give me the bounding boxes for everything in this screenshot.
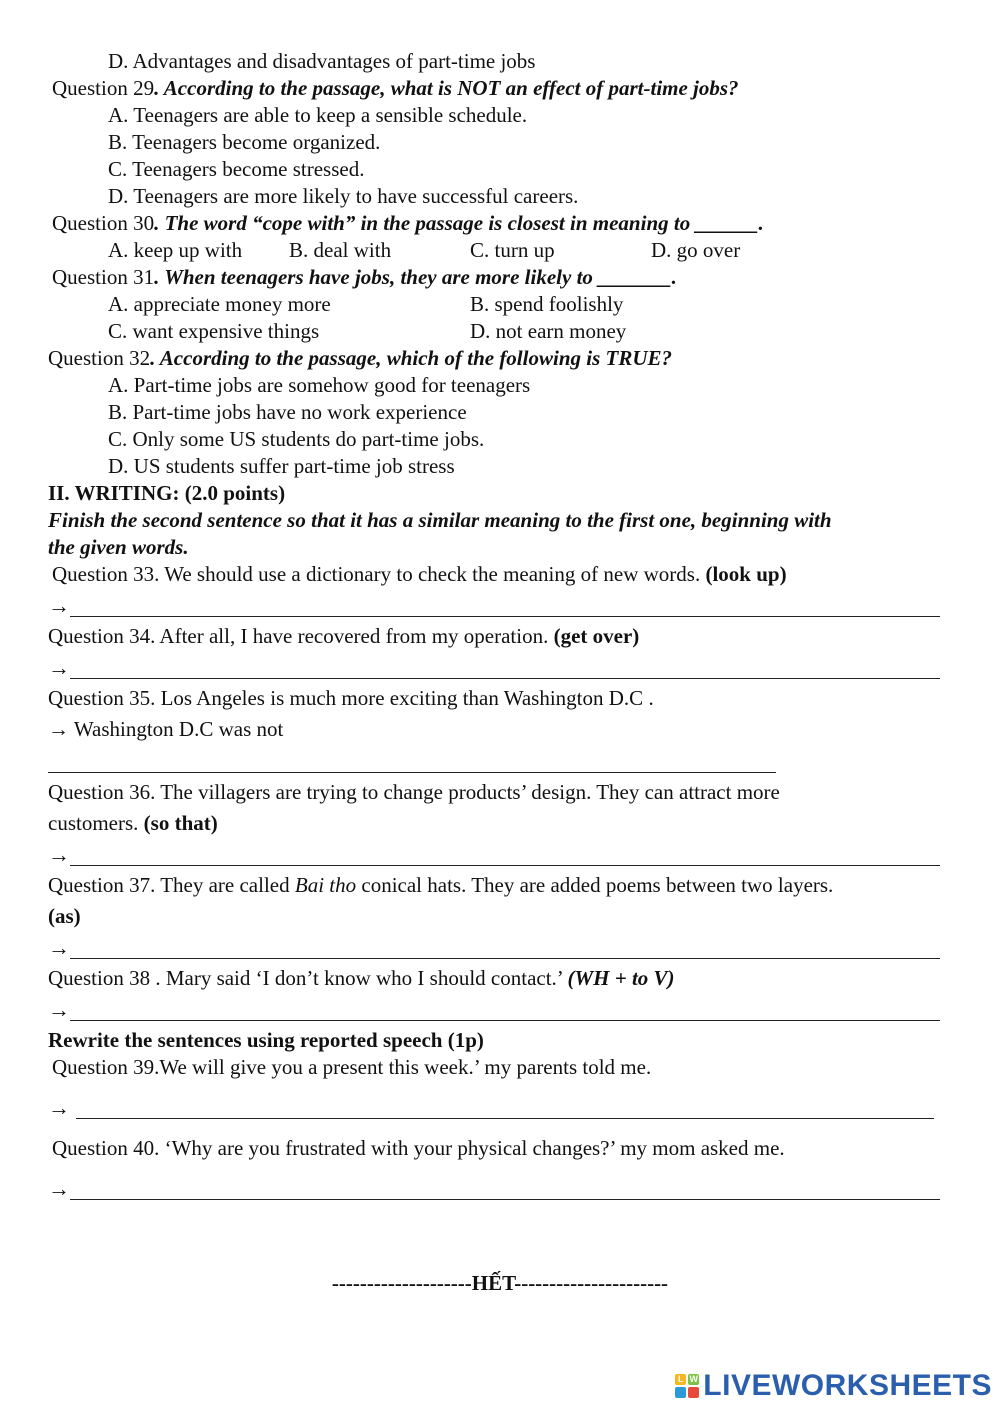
q37-answer-blank[interactable]: [70, 958, 940, 959]
question-37-italic: Bai tho: [294, 873, 357, 897]
question-32-prompt: . According to the passage, which of the following is TRUE?: [150, 346, 673, 370]
arrow-icon: →: [48, 593, 70, 618]
q32-option-c[interactable]: C. Only some US students do part-time jobs.: [108, 427, 485, 451]
question-31: [52, 264, 677, 291]
q32-option-d[interactable]: D. US students suffer part-time job stress: [108, 454, 455, 478]
q36-answer-blank[interactable]: [70, 865, 940, 866]
question-30: [52, 210, 764, 237]
q31-options-row-2: [0, 318, 1000, 345]
question-29-number: Question 29: [52, 76, 155, 100]
q30-option-a[interactable]: A. keep up with: [108, 238, 243, 262]
arrow-icon: →: [48, 655, 70, 680]
question-36-hint: (so that): [143, 811, 218, 835]
q39-answer-blank[interactable]: [76, 1118, 934, 1119]
question-37-hint: (as): [48, 904, 81, 928]
q29-option-a[interactable]: A. Teenagers are able to keep a sensible schedule.: [108, 103, 528, 127]
writing-heading: II. WRITING: (2.0 points): [48, 481, 286, 505]
question-37: [48, 872, 833, 899]
q34-answer-blank[interactable]: [70, 678, 940, 679]
q35-answer-blank[interactable]: [48, 772, 776, 773]
question-31-number: Question 31: [52, 265, 155, 289]
question-36-line2-text: customers.: [48, 811, 144, 835]
end-mark: --------------------HẾT----------------------: [331, 1271, 669, 1295]
q37-answer-row[interactable]: [48, 934, 940, 961]
question-33-text: Question 33. We should use a dictionary to check the meaning of new words.: [52, 562, 706, 586]
q29-option-b[interactable]: B. Teenagers become organized.: [108, 130, 381, 154]
question-31-prompt: . When teenagers have jobs, they are more likely to _______.: [154, 265, 677, 289]
question-37-pre: Question 37. They are called: [48, 873, 295, 897]
q28-option-d: D. Advantages and disadvantages of part-time jobs: [108, 49, 536, 73]
q33-answer-blank[interactable]: [70, 616, 940, 617]
q30-options-row: [0, 237, 1000, 264]
logo-mark-letter-w: W: [689, 1374, 699, 1384]
logo-text: LIVEWORKSHEETS: [703, 1369, 992, 1402]
writing-instruction-line2: the given words.: [48, 535, 189, 559]
q31-option-a[interactable]: A. appreciate money more: [108, 292, 331, 316]
q40-answer-row[interactable]: [48, 1175, 940, 1202]
q32-option-b[interactable]: B. Part-time jobs have no work experience: [108, 400, 467, 424]
q30-option-d[interactable]: D. go over: [651, 238, 741, 262]
arrow-icon: →: [48, 997, 70, 1022]
q33-answer-row[interactable]: [48, 592, 940, 619]
question-33: [52, 561, 787, 588]
question-34: [48, 623, 639, 650]
q31-option-b[interactable]: B. spend foolishly: [470, 292, 624, 316]
q39-answer-row[interactable]: [48, 1094, 934, 1121]
question-32: [48, 345, 672, 372]
question-39: Question 39.We will give you a present this week.’ my parents told me.: [52, 1055, 652, 1079]
question-34-hint: (get over): [553, 624, 640, 648]
question-40: Question 40. ‘Why are you frustrated with your physical changes?’ my mom asked me.: [52, 1136, 785, 1160]
writing-instruction-line1: Finish the second sentence so that it has a similar meaning to the first one, beginning with: [48, 508, 832, 532]
arrow-icon: →: [48, 1095, 70, 1120]
q29-option-c[interactable]: C. Teenagers become stressed.: [108, 157, 365, 181]
logo-mark-letter-l: L: [675, 1374, 686, 1385]
q38-answer-row[interactable]: [48, 996, 940, 1023]
q38-answer-blank[interactable]: [70, 1020, 940, 1021]
question-29: [52, 75, 739, 102]
liveworksheets-logo: [675, 1369, 992, 1403]
question-35: Question 35. Los Angeles is much more exciting than Washington D.C .: [48, 686, 654, 710]
q40-answer-blank[interactable]: [70, 1199, 940, 1200]
question-37-post: conical hats. They are added poems between two layers.: [356, 873, 834, 897]
q31-option-c[interactable]: C. want expensive things: [108, 319, 320, 343]
question-38: [48, 965, 675, 992]
q35-start-words: → Washington D.C was not: [48, 717, 284, 741]
question-29-prompt: . According to the passage, what is NOT an effect of part-time jobs?: [154, 76, 739, 100]
q31-option-d[interactable]: D. not earn money: [470, 319, 627, 343]
q29-option-d[interactable]: D. Teenagers are more likely to have successful careers.: [108, 184, 579, 208]
question-34-text: Question 34. After all, I have recovered from my operation.: [48, 624, 554, 648]
reported-speech-heading: Rewrite the sentences using reported speech (1p): [48, 1028, 484, 1052]
q36-answer-row[interactable]: [48, 841, 940, 868]
question-32-number: Question 32: [48, 346, 151, 370]
logo-mark-block: [675, 1387, 686, 1398]
question-30-prompt: . The word “cope with” in the passage is closest in meaning to ______.: [154, 211, 764, 235]
arrow-icon: →: [48, 1176, 70, 1201]
question-38-text: Question 38 . Mary said ‘I don’t know who I should contact.’: [48, 966, 568, 990]
q30-option-b[interactable]: B. deal with: [289, 238, 392, 262]
logo-mark-icon: [675, 1374, 699, 1398]
question-36-line1: Question 36. The villagers are trying to change products’ design. They can attract more: [48, 780, 780, 804]
arrow-icon: →: [48, 935, 70, 960]
logo-mark-block: [688, 1387, 699, 1398]
question-36-line2: [48, 810, 218, 837]
question-38-hint: (WH + to V): [567, 966, 675, 990]
q34-answer-row[interactable]: [48, 654, 940, 681]
q30-option-c[interactable]: C. turn up: [470, 238, 555, 262]
question-30-number: Question 30: [52, 211, 155, 235]
q32-option-a[interactable]: A. Part-time jobs are somehow good for teenagers: [108, 373, 531, 397]
question-33-hint: (look up): [705, 562, 787, 586]
arrow-icon: →: [48, 842, 70, 867]
q31-options-row-1: [0, 291, 1000, 318]
